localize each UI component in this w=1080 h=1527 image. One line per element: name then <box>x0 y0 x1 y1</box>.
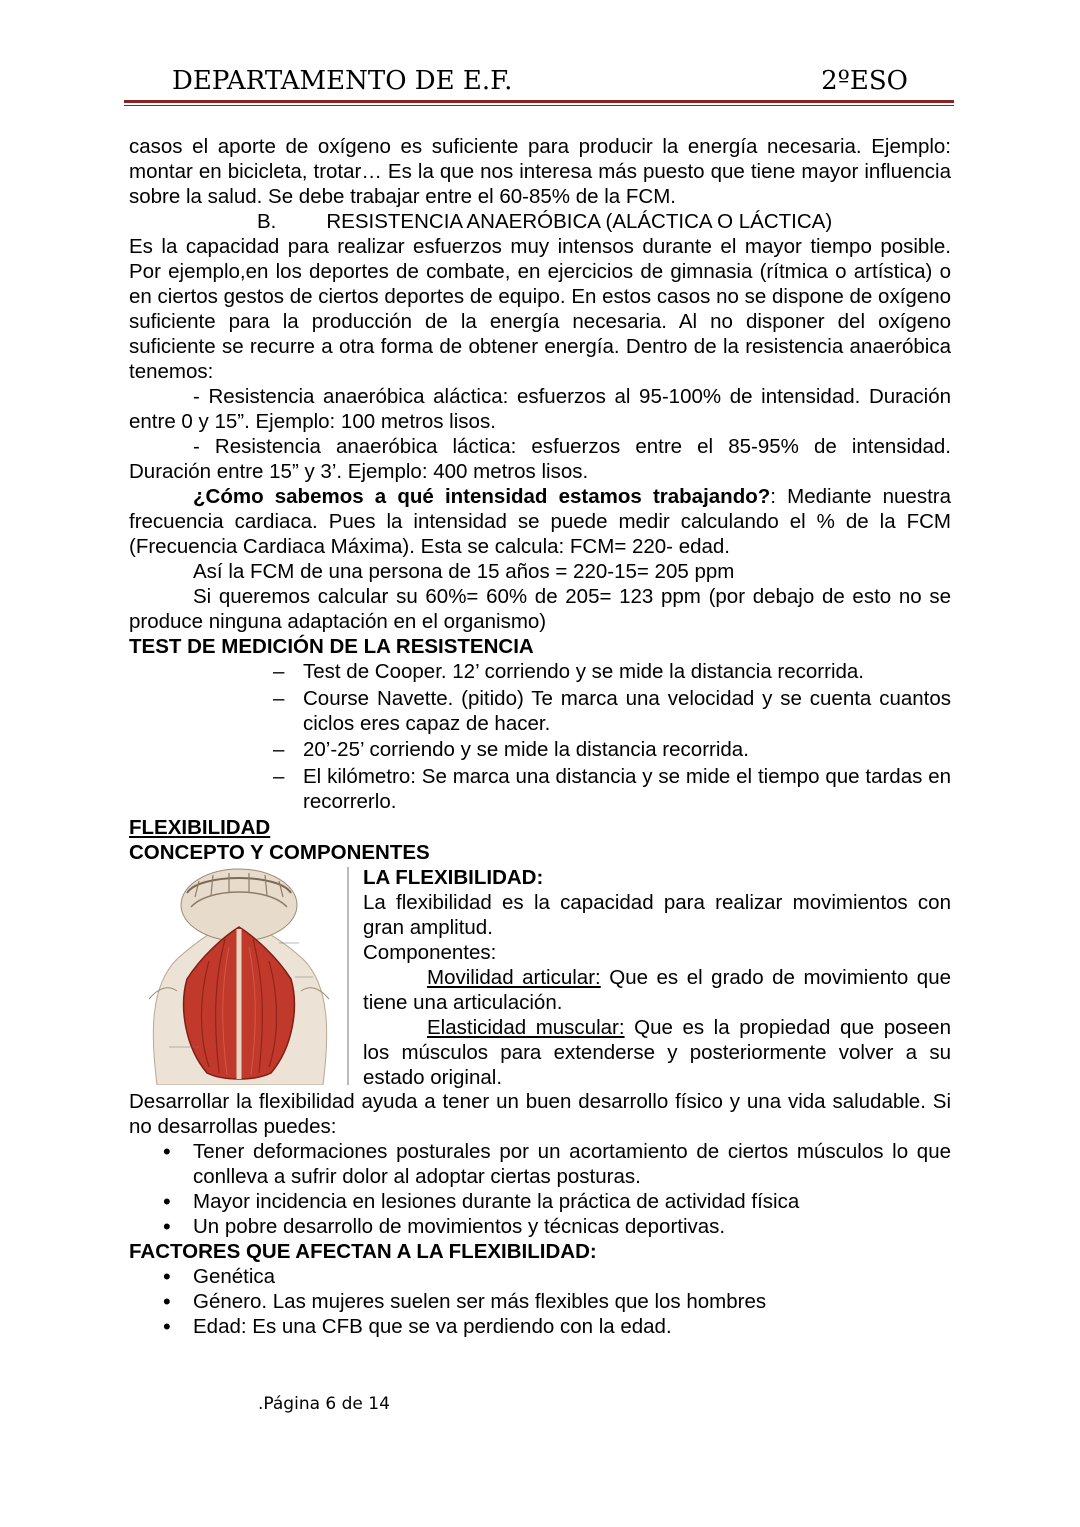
section-b-heading <box>129 209 951 234</box>
list-item: • Género. Las mujeres suelen ser más flexibles que los hombres <box>193 1289 951 1314</box>
flexibility-text <box>363 865 951 1090</box>
page-content <box>129 134 951 1339</box>
components-label: Componentes: <box>363 941 497 964</box>
list-item: • Edad: Es una CFB que se va perdiendo con la edad. <box>193 1314 951 1339</box>
flexibility-heading: FLEXIBILIDAD <box>129 816 271 839</box>
mobility-paragraph <box>363 965 951 1015</box>
lactic-paragraph: - Resistencia anaeróbica láctica: esfuerzos entre el 85-95% de intensidad. Duración entre 15” y 3’. Ejemplo: 400 metros lisos. <box>129 435 951 483</box>
mobility-text: Que es el grado de movimiento que tiene una articulación. <box>363 966 951 1014</box>
back-muscles-illustration <box>129 867 349 1085</box>
list-item: • Genética <box>193 1264 951 1289</box>
flexibility-subheading: LA FLEXIBILIDAD: <box>363 866 544 889</box>
list-item: • Un pobre desarrollo de movimientos y técnicas deportivas. <box>193 1214 951 1239</box>
list-item: – Test de Cooper. 12’ corriendo y se mide la distancia recorrida. <box>303 659 951 684</box>
flexibility-definition: La flexibilidad es la capacidad para realizar movimientos con gran amplitud. <box>363 891 951 939</box>
consequences-list <box>129 1139 951 1239</box>
elasticity-paragraph <box>363 1015 951 1090</box>
concept-heading: CONCEPTO Y COMPONENTES <box>129 841 430 864</box>
list-item: • Mayor incidencia en lesiones durante la práctica de actividad física <box>193 1189 951 1214</box>
list-item: – El kilómetro: Se marca una distancia y se mide el tiempo que tardas en recorrerlo. <box>303 764 951 814</box>
intro-paragraph: casos el aporte de oxígeno es suficiente para producir la energía necesaria. Ejemplo: montar en bicicleta, trotar… Es la que nos interesa más puesto que tiene mayor influencia sobre la salud. Se debe trabajar entre el 60-85% de la FCM. <box>129 135 951 208</box>
tests-list <box>129 659 951 814</box>
factors-heading: FACTORES QUE AFECTAN A LA FLEXIBILIDAD: <box>129 1240 597 1263</box>
header-rule-thin <box>124 105 954 106</box>
list-item: – Course Navette. (pitido) Te marca una velocidad y se cuenta cuantos ciclos eres capaz de hacer. <box>303 686 951 736</box>
elasticity-term: Elasticidad muscular: <box>427 1016 625 1039</box>
elasticity-text: Que es la propiedad que poseen los músculos para extenderse y posteriormente volver a su estado original. <box>363 1016 951 1089</box>
develop-paragraph: Desarrollar la flexibilidad ayuda a tener un buen desarrollo físico y una vida saludable. Si no desarrollas puedes: <box>129 1090 951 1138</box>
course-label: 2ºESO <box>821 66 908 96</box>
factors-list <box>129 1264 951 1339</box>
anaerobic-paragraph: Es la capacidad para realizar esfuerzos muy intensos durante el mayor tiempo posible. Por ejemplo,en los deportes de combate, en ejercicios de gimnasia (rítmica o artística) o en ciertos gestos de ciertos deportes de equipo. En estos casos no se dispone de oxígeno suficiente para la producción de la energía necesaria. Al no disponer del oxígeno suficiente se recurre a otra forma de obtener energía. Dentro de la resistencia anaeróbica tenemos: <box>129 235 951 383</box>
page-number: .Página 6 de 14 <box>258 1394 390 1414</box>
page-header <box>172 66 908 102</box>
intensity-question: ¿Cómo sabemos a qué intensidad estamos trabajando? <box>193 485 771 508</box>
flexibility-block <box>129 865 951 1089</box>
list-item: • Tener deformaciones posturales por un acortamiento de ciertos músculos lo que conlleva a sufrir dolor al adoptar ciertas posturas. <box>193 1139 951 1189</box>
section-b-title: RESISTENCIA ANAERÓBICA (ALÁCTICA O LÁCTICA) <box>326 210 833 233</box>
fcm-example: Así la FCM de una persona de 15 años = 220-15= 205 ppm <box>193 560 735 583</box>
section-b-letter: B. <box>257 210 277 233</box>
intensity-paragraph <box>129 484 951 559</box>
mobility-term: Movilidad articular: <box>427 966 601 989</box>
fcm-60-paragraph: Si queremos calcular su 60%= 60% de 205= 123 ppm (por debajo de esto no se produce ninguna adaptación en el organismo) <box>129 585 951 633</box>
intensity-answer: : Mediante nuestra frecuencia cardiaca. Pues la intensidad se puede medir calculando el % de la FCM (Frecuencia Cardiaca Máxima). Esta se calcula: FCM= 220- edad. <box>129 485 951 558</box>
alactic-paragraph: - Resistencia anaeróbica aláctica: esfuerzos al 95-100% de intensidad. Duración entre 0 y 15”. Ejemplo: 100 metros lisos. <box>129 385 951 433</box>
list-item: – 20’-25’ corriendo y se mide la distancia recorrida. <box>303 737 951 762</box>
header-rule <box>124 100 954 103</box>
department-title: DEPARTAMENTO DE E.F. <box>172 66 513 96</box>
tests-heading: TEST DE MEDICIÓN DE LA RESISTENCIA <box>129 635 534 658</box>
